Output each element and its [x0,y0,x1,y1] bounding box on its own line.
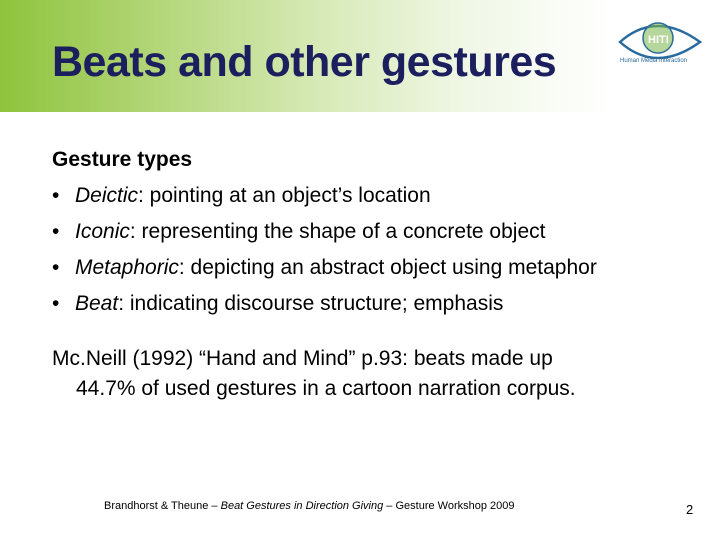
list-item [52,286,702,322]
list-item [52,178,702,214]
definition: : indicating discourse structure; emphasis [118,292,504,315]
bullet-icon: • [52,292,60,315]
page-number: 2 [686,502,694,517]
term: Iconic [75,220,130,243]
note-line-2: 44.7% of used gestures in a cartoon narration corpus. [76,377,576,400]
footer-paper-title: Beat Gestures in Direction Giving [220,500,384,512]
gesture-list [52,178,702,322]
bullet-icon: • [52,184,60,207]
term: Deictic [75,184,139,207]
footer-citation [104,500,515,512]
definition: : pointing at an object’s location [138,184,431,207]
slide-title: Beats and other gestures [52,38,557,86]
list-item [52,214,702,250]
definition: : representing the shape of a concrete object [129,220,546,243]
gesture-types-heading: Gesture types [52,148,193,171]
definition: : depicting an abstract object using metaphor [178,256,597,279]
list-item [52,250,702,286]
mcneill-note [52,344,692,404]
footer-authors: Brandhorst & Theune – [104,500,221,512]
slide-body [52,142,702,322]
bullet-icon: • [52,220,60,243]
note-line-1: Mc.Neill (1992) “Hand and Mind” p.93: beats made up [52,347,553,370]
logo-caption: Human Media Interaction [620,58,688,64]
eye-logo-icon [614,14,720,78]
logo-text: HITI [648,34,669,46]
bullet-icon: • [52,256,60,279]
term: Beat [75,292,119,315]
term: Metaphoric [75,256,179,279]
footer-venue: – Gesture Workshop 2009 [383,500,515,512]
hmi-logo [614,14,720,78]
